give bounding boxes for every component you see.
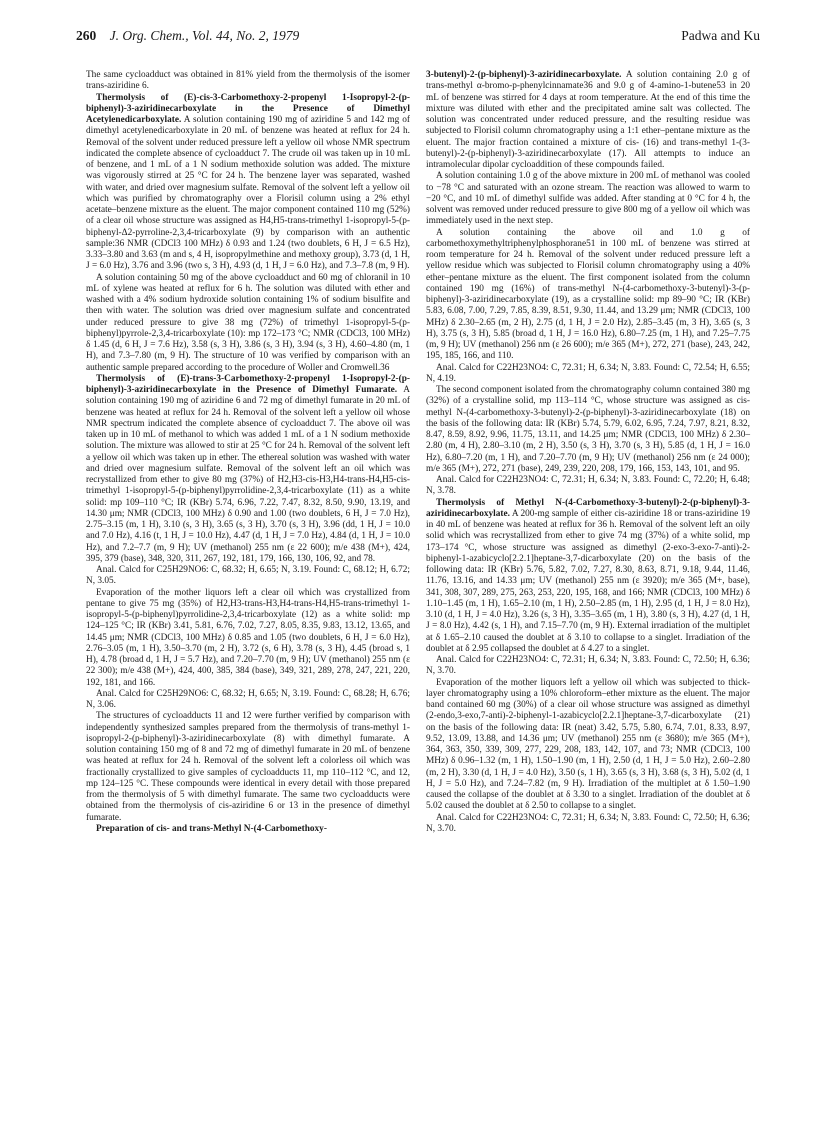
paragraph-text: Anal. Calcd for C22H23NO4: C, 72.31; H, 6.34; N, 3.83. Found: C, 72.50; H, 6.36; N, 3.70. (426, 812, 750, 834)
paragraph-heading: 3-butenyl)-2-(p-biphenyl)-3-aziridinecarboxylate. (426, 70, 622, 80)
paragraph-text: A solution containing 50 mg of the above cycloadduct and 60 mg of chloranil in 10 mL of xylene was heated at reflux for 6 h. The solution was diluted with ether and washed with a 4% sodium hydroxide solution containing 1% of sodium bisulfite and then with water. The solution was dried over magnesium sulfate and concentrated under reduced pressure to give 38 mg (72%) of trimethyl 1-isopropyl-5-(p-biphenyl)pyrrole-2,3,4-tricarboxylate (10): mp 172–173 °C; NMR (CDCl3, 100 MHz) δ 1.45 (d, 6 H, J = 7.6 Hz), 3.58 (s, 3 H), 3.86 (s, 3 H), 3.94 (s, 3 H), 4.60–4.80 (m, 1 H), and 7.3–7.80 (m, 9 H). The structure of 10 was verified by comparison with an authentic sample prepared according to the procedure of Woller and Cromwell.36 (86, 272, 410, 373)
paragraph-text: A solution containing 190 mg of aziridine 6 and 72 mg of dimethyl fumarate in 20 mL of benzene was heated at reflux for 24 h. Removal of the solvent left a yellow oil whose NMR spectrum indicated the complete absence of cycloadduct 7. The above oil was taken up in 10 mL of methanol to which was added 1 mL of a 1 N sodium methoxide solution. The mixture was allowed to stir at 25 °C for 24 h. Removal of the solvent left a yellow oil which was taken up in ether. The ethereal solution was washed with water and dried over magnesium sulfate. Removal of the solvent left an oil which was recrystallized from ether to give 80 mg (37%) of H2,H3-cis-H3,H4-trans-H4,H5-cis-trimethyl 1-isopropyl-5-(p-biphenyl)pyrrolidine-2,3,4-tricarboxylate (11) as a white solid: mp 109–110 °C; IR (KBr) 5.74, 6.96, 7.22, 7.47, 8.32, 8.50, 9.90, 13.19, and 14.30 μm; NMR (CDCl3, 100 MHz) δ 0.90 and 1.00 (two doublets, 6 H, J = 7.0 Hz), 2.75–3.15 (m, 1 H), 3.10 (s, 3 H), 3.65 (s, 3 H), 3.70 (s, 3 H), 3.96 (dd, 1 H, J = 10.0 and 7.0 Hz), 4.16 (t, 1 H, J = 10.0 Hz), 4.47 (d, 1 H, J = 7.0 Hz), 4.84 (d, 1 H, J = 10.0 Hz), and 7.2–7.7 (m, 9 H); UV (methanol) 255 nm (ε 22 600); m/e 438 (M+), 424, 395, 379 (base), 348, 320, 311, 267, 192, 181, 179, 166, 130, 106, 92, and 78. (86, 385, 411, 564)
paragraph (86, 70, 410, 93)
left-column (86, 70, 410, 835)
paragraph-text: Evaporation of the mother liquors left a yellow oil which was subjected to thick-layer chromatography using a 10% chloroform–ether mixture as the eluent. The major band contained 60 mg (30%) of a clear oil whose structure was assigned as dimethyl (2-endo,3-exo,7-anti)-2-biphenyl-1-azabicyclo[2.2.1]heptane-3,7-dicarboxylate (21) on the basis of the following data: IR (neat) 3.42, 5.75, 5.80, 6.74, 7.01, 8.33, 8.97, 9.52, 13.09, 13.88, and 14.36 μm; UV (methanol) 255 nm (ε 3680); m/e 365 (M+), 364, 363, 350, 339, 309, 277, 229, 208, 183, 142, 107, and 73; NMR (CDCl3, 100 MHz) δ 0.96–1.32 (m, 1 H), 1.50–1.90 (m, 1 H), 2.50 (d, 1 H, J = 5.0 Hz), 2.60–2.80 (m, 2 H), 3.30 (d, 1 H, J = 4.0 Hz), 3.50 (s, 1 H), 3.65 (s, 3 H), 3.68 (s, 3 H), 5.02 (d, 1 H, J = 5.0 Hz), and 7.24–7.82 (m, 9 H). Irradiation of the multiplet at δ 1.50–1.90 caused the collapse of the doublet at δ 3.30 to a singlet. Irradiation of the doublet at δ 5.02 caused the doublet at δ 2.50 to collapse to a singlet. (426, 677, 750, 812)
paragraph (426, 171, 750, 227)
header-left (76, 28, 299, 44)
paragraph (426, 228, 750, 363)
paragraph (426, 678, 750, 813)
page-header (76, 28, 760, 48)
paragraph-text: Anal. Calcd for C25H29NO6: C, 68.32; H, 6.65; N, 3.19. Found: C, 68.12; H, 6.72; N, 3.05. (86, 565, 410, 587)
paragraph-text: A solution containing 1.0 g of the above mixture in 200 mL of methanol was cooled to −78 °C and saturated with an ozone stream. The reaction was allowed to warm to −20 °C, and 10 mL of dimethyl sulfide was added. After standing at 0 °C for 4 h, the solvent was removed under reduced pressure to give 800 mg of a yellow oil which was immediately used in the next step. (426, 171, 750, 227)
paragraph-heading: Thermolysis of (E)-cis-3-Carbomethoxy-2-propenyl 1-Isopropyl-2-(p-biphenyl)-3-aziridinecarboxylate in the Presence of Dimethyl Acetylenedicarboxylate. (86, 92, 410, 125)
paragraph (426, 385, 750, 475)
paragraph (86, 588, 410, 689)
running-head-authors: Padwa and Ku (681, 28, 760, 43)
paragraph-text: Anal. Calcd for C22H23NO4: C, 72.31; H, 6.34; N, 3.83. Found: C, 72.20; H, 6.48; N, 3.78. (426, 475, 750, 497)
paragraph-heading: Preparation of cis- and trans-Methyl N-(4-Carbomethoxy- (96, 823, 327, 834)
paragraph-heading: Thermolysis of Methyl N-(4-Carbomethoxy-3-butenyl)-2-(p-biphenyl)-3-aziridinecarboxylate. (426, 497, 750, 519)
paragraph-text: Anal. Calcd for C25H29NO6: C, 68.32; H, 6.65; N, 3.19. Found: C, 68.28; H, 6.76; N, 3.06. (86, 688, 410, 710)
paragraph (86, 711, 410, 824)
paragraph (86, 689, 410, 712)
paragraph-text: The same cycloadduct was obtained in 81% yield from the thermolysis of the isomer trans-aziridine 6. (86, 70, 410, 92)
paragraph-text: The structures of cycloadducts 11 and 12 were further verified by comparison with independently synthesized samples prepared from the thermolysis of trans-methyl 1-isopropyl-2-(p-biphenyl)-3-aziridinecarboxylate (8) with dimethyl fumarate. A solution containing 150 mg of 8 and 72 mg of dimethyl fumarate in 20 mL of benzene was heated at reflux for 24 h. Removal of the solvent left a colorless oil which was fractionally crystallized to give samples of cycloadducts 11, mp 110–112 °C, and 12, mp 124–125 °C. These compounds were identical in every detail with those prepared from the thermolysis of 5 with dimethyl fumarate. The same two cycloadducts were obtained from the thermolysis of cis-aziridine 6 or 13 in the presence of dimethyl fumarate. (86, 711, 410, 823)
paragraph (426, 363, 750, 386)
paragraph-text: A solution containing the above oil and 1.0 g of carbomethoxymethyltriphenylphosphorane51 in 100 mL of benzene was stirred at room temperature for 24 h. Removal of the solvent under reduced pressure left a yellow residue which was subjected to Florisil column chromatography using a 40% ether–pentane mixture as the eluent. The first component isolated from the column contained 190 mg (16%) of trans-methyl N-(4-carbomethoxy-3-butenyl)-3-(p-biphenyl)-3-aziridinecarboxylate (19), as a crystalline solid: mp 89–90 °C; IR (KBr) 5.83, 6.08, 7.00, 7.29, 7.85, 8.39, 8.51, 9.30, 11.44, and 13.29 μm; NMR (CDCl3, 100 MHz) δ 2.30–2.65 (m, 2 H), 2.75 (d, 1 H, J = 2.0 Hz), 2.85–3.45 (m, 3 H), 3.65 (s, 3 H), 3.75 (s, 3 H), 5.85 (broad d, 1 H, J = 16.0 Hz), 6.80–7.25 (m, 1 H), and 7.25–7.75 (m, 9 H); UV (methanol) 256 nm (ε 26 600); m/e 365 (M+), 272, 271 (base), 243, 242, 195, 185, 166, and 110. (426, 227, 750, 362)
paragraph-text: A solution containing 190 mg of aziridine 5 and 142 mg of dimethyl acetylenedicarboxylate in 20 mL of benzene was heated at reflux for 24 h. Removal of the solvent under reduced pressure left a yellow oil whose NMR spectrum indicated the complete absence of cycloadduct 7. The crude oil was taken up in 10 mL of benzene, and 1 mL of a 1 N sodium methoxide solution was added. The mixture was vigorously stirred at 25 °C for 24 h. The benzene layer was separated, washed with water, and dried over magnesium sulfate. Removal of the solvent left a yellow oil which was purified by chromatography over a Florisil column using a 2% ethyl acetate–benzene mixture as the eluent. The major component contained 110 mg (52%) of a clear oil whose structure was assigned as H4,H5-trans-trimethyl 1-isopropyl-5-(p-biphenyl-Δ2-pyrroline-2,3,4-tricarboxylate (9) by comparison with an authentic sample:36 NMR (CDCl3 100 MHz) δ 0.93 and 1.24 (two doublets, 6 H, J = 6.5 Hz), 3.33–3.80 and 3.63 (m and s, 4 H, isopropylmethine and methoxy group), 3.73 (d, 1 H, J = 6.0 Hz), 3.76 and 3.96 (two s, 3 H), 4.93 (d, 1 H, J = 6.0 Hz), and 7.3–7.8 (m, 9 H). (86, 115, 410, 272)
paragraph (426, 70, 750, 171)
paragraph (426, 475, 750, 498)
paragraph-text: Evaporation of the mother liquors left a clear oil which was crystallized from pentane to give 75 mg (35%) of H2,H3-trans-H3,H4-trans-H4,H5-trans-trimethyl 1-isopropyl-5-(p-biphenyl)pyrrolidine-2,3,4-tricarboxylate (12) as a white solid: mp 124–125 °C; IR (KBr) 3.41, 5.81, 6.76, 7.02, 7.27, 8.05, 8.35, 9.83, 13.12, 13.65, and 14.45 μm; NMR (CDCl3, 100 MHz) δ 0.85 and 1.05 (two doublets, 6 H, J = 6.0 Hz), 2.76–3.05 (m, 1 H), 3.50–3.70 (m, 2 H), 3.72 (s, 6 H), 3.78 (s, 3 H), 4.45 (broad s, 1 H), 4.78 (broad d, 1 H, J = 5.7 Hz), and 7.20–7.70 (m, 9 H); UV (methanol) 255 nm (ε 22 300); m/e 438 (M+), 424, 400, 385, 384 (base), 349, 321, 289, 278, 247, 221, 220, 192, 181, and 166. (86, 587, 410, 688)
paragraph-text: Anal. Calcd for C22H23NO4: C, 72.31; H, 6.34; N, 3.83. Found: C, 72.50; H, 6.36; N, 3.70. (426, 655, 750, 677)
paragraph-text: A 200-mg sample of either cis-aziridine 18 or trans-aziridine 19 in 40 mL of benzene was heated at reflux for 36 h. Removal of the solvent left an oily solid which was recrystallized from ether to give 74 mg (37%) of a white solid, mp 173–174 °C, whose structure was assigned as dimethyl (2-exo-3-exo-7-anti)-2-biphenyl-1-azabicyclo[2.2.1]heptane-3,7-dicarboxylate (20) on the basis of the following data: IR (KBr) 5.76, 5.82, 7.02, 7.27, 8.30, 8.63, 8.71, 9.18, 9.44, 11.46, 11.76, 13.16, and 14.33 μm; UV (methanol) 255 nm (ε 3920); m/e 365 (M+, base), 341, 308, 307, 289, 275, 263, 253, 220, 195, 168, and 166; NMR (CDCl3, 100 MHz) δ 1.10–1.45 (m, 1 H), 1.65–2.10 (m, 1 H), 2.50–2.85 (m, 1 H), 2.95 (d, 1 H, J = 8.0 Hz), 3.10 (d, 1 H, J = 4.0 Hz), 3.26 (s, 3 H), 3.35–3.65 (m, 1 H), 3.80 (s, 3 H), 4.27 (d, 1 H, J = 8.0 Hz), 4.42 (s, 1 H), and 7.15–7.70 (m, 9 H). External irradiation of the multiplet at δ 1.65–2.10 caused the doublet at δ 3.10 to collapse to a singlet. Irradiation of the doublet at δ 2.95 collapsed the doublet at δ 4.27 to a singlet. (426, 508, 750, 654)
paragraph (86, 273, 410, 374)
paragraph (86, 565, 410, 588)
page-number: 260 (76, 28, 97, 43)
paragraph (426, 813, 750, 836)
paragraph (426, 498, 750, 656)
paragraph-heading: Thermolysis of (E)-trans-3-Carbomethoxy-2-propenyl 1-Isopropyl-2-(p-biphenyl)-3-aziridinecarboxylate in the Presence of Dimethyl Fumarate. (86, 373, 410, 395)
right-column (426, 70, 750, 835)
paragraph (86, 824, 410, 835)
paragraph (86, 374, 410, 565)
paragraph (86, 93, 410, 273)
paragraph-text: A solution containing 2.0 g of trans-methyl α-bromo-p-phenylcinnamate36 and 9.0 g of 4-amino-1-butene53 in 20 mL of benzene was stirred for 4 days at room temperature. At the end of this time the mixture was diluted with ether and the precipitated amine salt was collected. The solution was concentrated under reduced pressure, and the resulting residue was subjected to Florisil column chromatography using a 1:1 ether–pentane mixture as the eluent. The major fraction contained a mixture of cis- (16) and trans-methyl 1-(3-butenyl)-2-(p-biphenyl)-3-aziridinecarboxylate (17). All attempts to induce an intramolecular dipolar cycloaddition of these compounds failed. (426, 70, 750, 170)
paragraph-text: Anal. Calcd for C22H23NO4: C, 72.31; H, 6.34; N, 3.83. Found: C, 72.54; H, 6.55; N, 4.19. (426, 362, 750, 384)
paragraph-text: The second component isolated from the chromatography column contained 380 mg (32%) of a crystalline solid, mp 113–114 °C, whose structure was assigned as cis-methyl N-(4-carbomethoxy-3-butenyl)-2-(p-biphenyl)-3-aziridinecarboxylate (18) on the basis of the following data: IR (KBr) 5.74, 5.79, 6.02, 6.95, 7.24, 7.97, 8.21, 8.32, 8.47, 8.59, 8.92, 9.96, 11.75, 13.11, and 14.25 μm; NMR (CDCl3, 100 MHz) δ 2.30–2.80 (m, 4 H), 2.80–3.10 (m, 2 H), 3.50 (s, 3 H), 3.70 (s, 3 H), 5.85 (d, 1 H, J = 16.0 Hz), 6.80–7.20 (m, 1 H), and 7.20–7.70 (m, 9 H); UV (methanol) 256 nm (ε 24 000); m/e 365 (M+), 272, 271 (base), 249, 239, 220, 208, 179, 166, 153, 143, 101, and 95. (426, 385, 750, 474)
paragraph (426, 655, 750, 678)
journal-citation: J. Org. Chem., Vol. 44, No. 2, 1979 (109, 28, 300, 43)
